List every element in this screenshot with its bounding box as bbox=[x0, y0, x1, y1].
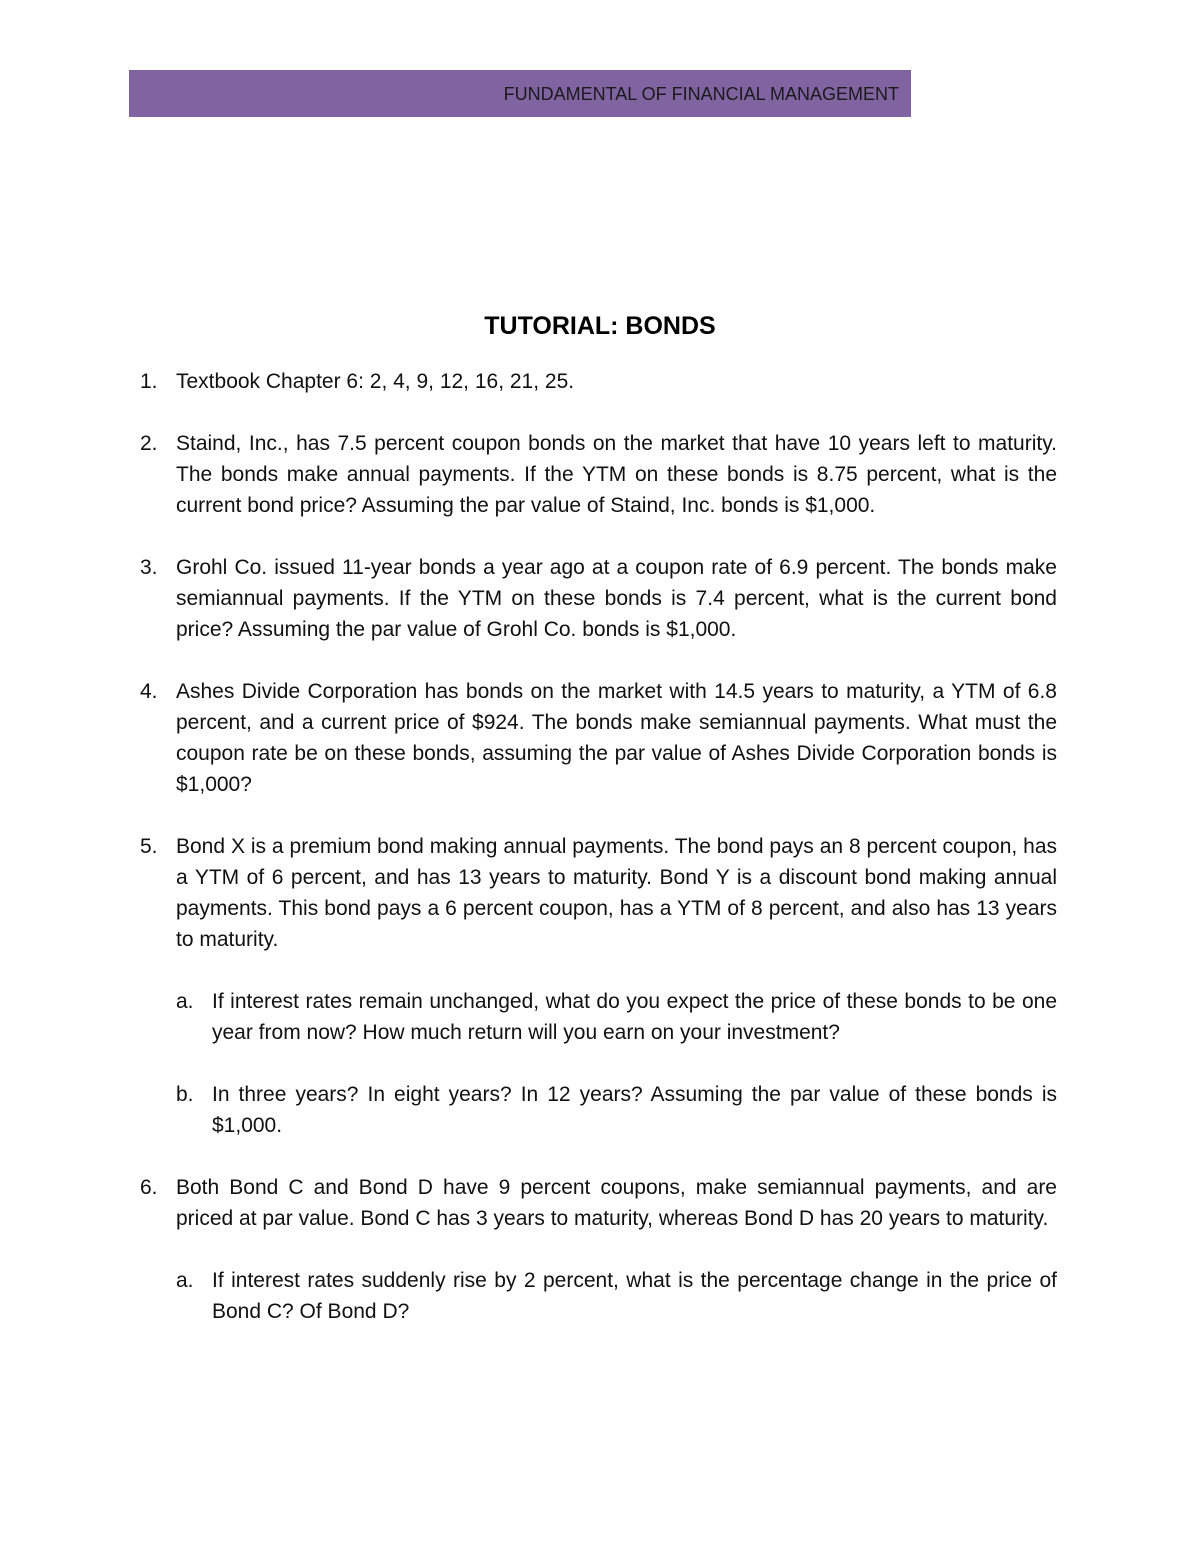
question-item bbox=[140, 366, 1057, 397]
question-text: Bond X is a premium bond making annual payments. The bond pays an 8 percent coupon, has a YTM of 6 percent, and has 13 years to maturity. Bond Y is a discount bond making annual payments. This bond pays a 6 percent coupon, has a YTM of 8 percent, and also has 13 years to maturity. bbox=[176, 835, 1057, 951]
sub-question-letter: b. bbox=[176, 1083, 194, 1106]
question-number: 6. bbox=[140, 1176, 158, 1199]
question-number: 2. bbox=[140, 432, 158, 455]
sub-question-letter: a. bbox=[176, 1269, 194, 1292]
question-text: Ashes Divide Corporation has bonds on the market with 14.5 years to maturity, a YTM of 6.8 percent, and a current price of $924. The bonds make semiannual payments. What must the coupon rate be on these bonds, assuming the par value of Ashes Divide Corporation bonds is $1,000? bbox=[176, 680, 1057, 796]
sub-question-item bbox=[176, 986, 1057, 1048]
question-item bbox=[140, 1172, 1057, 1327]
sub-question-item bbox=[176, 1265, 1057, 1327]
question-text: Textbook Chapter 6: 2, 4, 9, 12, 16, 21, 25. bbox=[176, 370, 575, 393]
header-title: FUNDAMENTAL OF FINANCIAL MANAGEMENT bbox=[503, 84, 899, 104]
sub-question-text: If interest rates remain unchanged, what do you expect the price of these bonds to be one year from now? How much return will you earn on your investment? bbox=[212, 990, 1057, 1044]
question-list bbox=[140, 366, 1057, 1358]
header-band bbox=[129, 70, 911, 117]
question-number: 3. bbox=[140, 556, 158, 579]
question-item bbox=[140, 552, 1057, 645]
sub-question-list bbox=[176, 986, 1057, 1141]
question-number: 4. bbox=[140, 680, 158, 703]
sub-question-item bbox=[176, 1079, 1057, 1141]
question-item bbox=[140, 831, 1057, 1141]
question-number: 5. bbox=[140, 835, 158, 858]
question-item bbox=[140, 676, 1057, 800]
question-text: Both Bond C and Bond D have 9 percent coupons, make semiannual payments, and are priced at par value. Bond C has 3 years to maturity, whereas Bond D has 20 years to maturity. bbox=[176, 1176, 1057, 1230]
sub-question-list bbox=[176, 1265, 1057, 1327]
sub-question-letter: a. bbox=[176, 990, 194, 1013]
question-text: Grohl Co. issued 11-year bonds a year ago at a coupon rate of 6.9 percent. The bonds make semiannual payments. If the YTM on these bonds is 7.4 percent, what is the current bond price? Assuming the par value of Grohl Co. bonds is $1,000. bbox=[176, 556, 1057, 641]
question-text: Staind, Inc., has 7.5 percent coupon bonds on the market that have 10 years left to maturity. The bonds make annual payments. If the YTM on these bonds is 8.75 percent, what is the current bond price? Assuming the par value of Staind, Inc. bonds is $1,000. bbox=[176, 432, 1057, 517]
question-item bbox=[140, 428, 1057, 521]
sub-question-text: If interest rates suddenly rise by 2 percent, what is the percentage change in the price of Bond C? Of Bond D? bbox=[212, 1269, 1057, 1323]
page-title: TUTORIAL: BONDS bbox=[484, 312, 716, 340]
sub-question-text: In three years? In eight years? In 12 years? Assuming the par value of these bonds is $1,000. bbox=[212, 1083, 1057, 1137]
question-number: 1. bbox=[140, 370, 158, 393]
